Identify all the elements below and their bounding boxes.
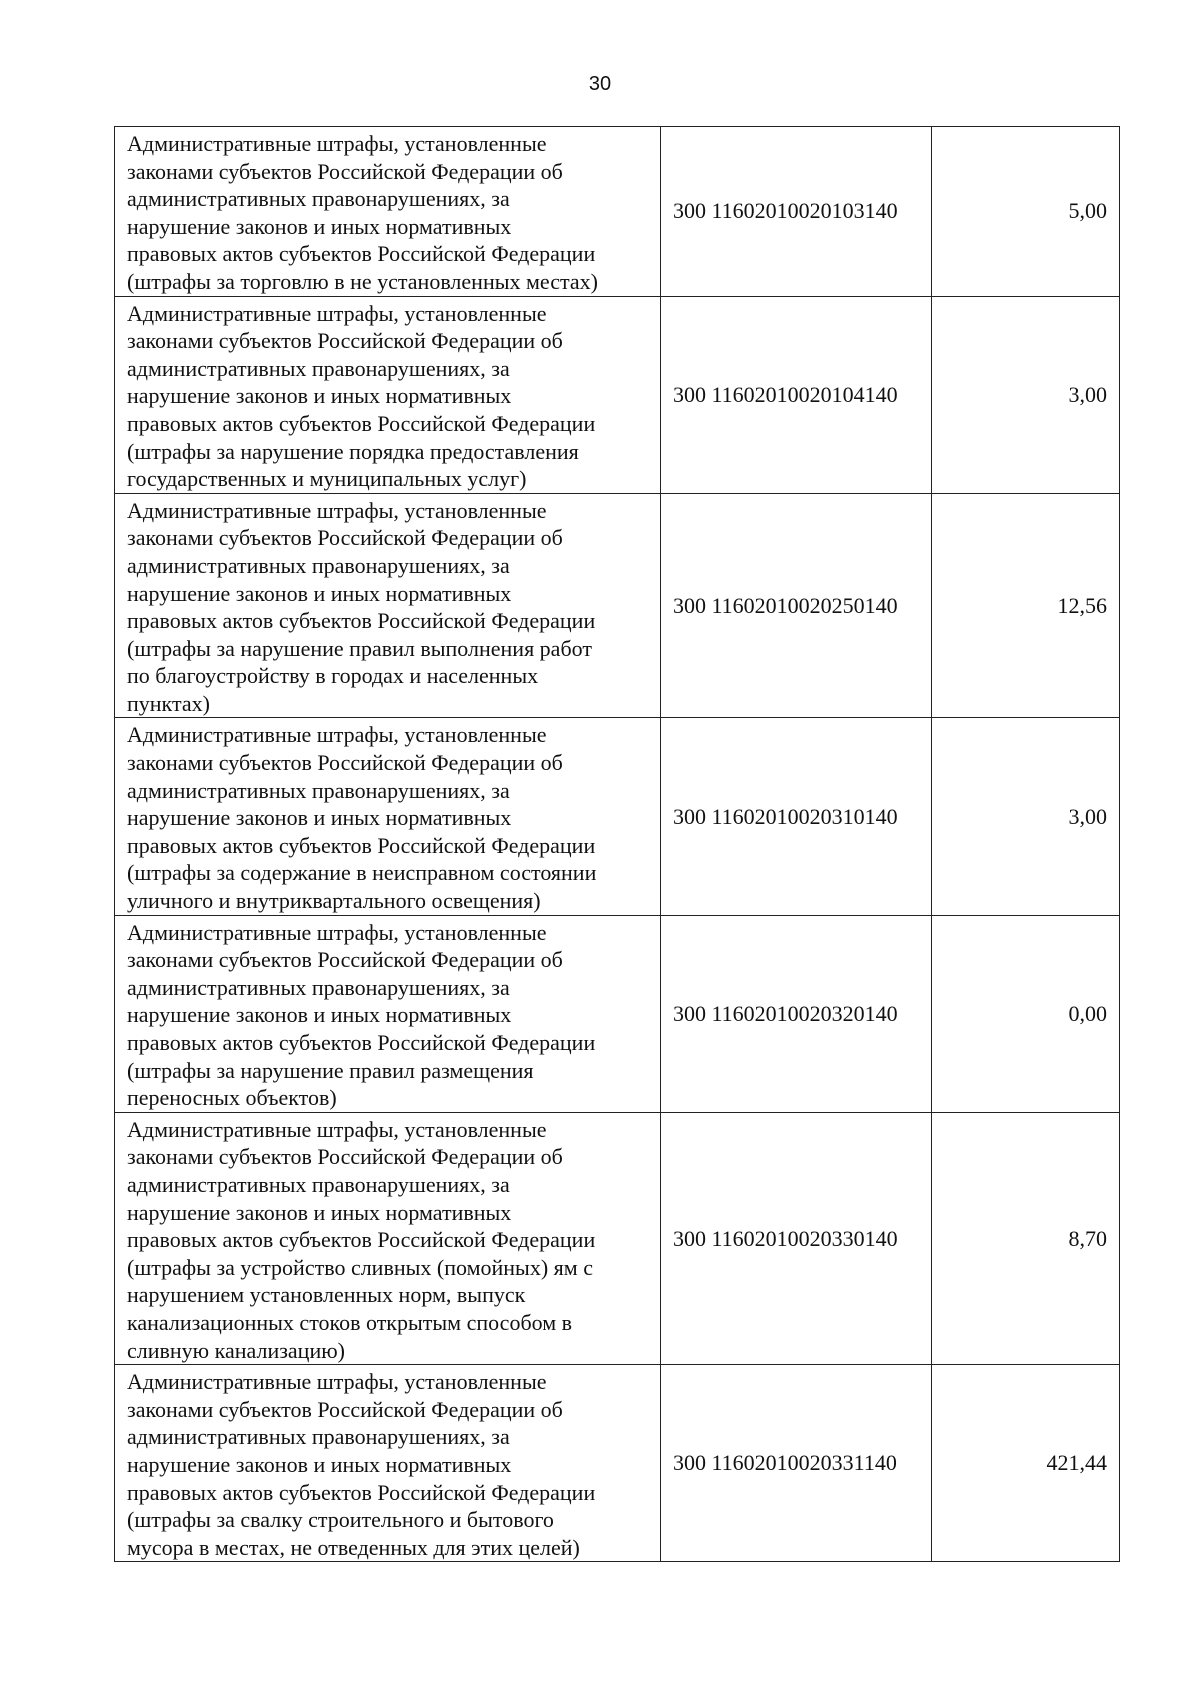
revenue-name-cell bbox=[115, 127, 661, 297]
budget-code-cell: 300 11602010020331140 bbox=[661, 1365, 932, 1562]
table-row bbox=[115, 1365, 1120, 1562]
table-row bbox=[115, 1112, 1120, 1364]
budget-code-cell: 300 11602010020320140 bbox=[661, 915, 932, 1112]
table-row bbox=[115, 718, 1120, 915]
budget-code-cell: 300 11602010020250140 bbox=[661, 493, 932, 718]
amount-cell: 3,00 bbox=[932, 296, 1120, 493]
revenue-name-cell bbox=[115, 493, 661, 718]
budget-code-cell: 300 11602010020104140 bbox=[661, 296, 932, 493]
revenue-name: Административные штрафы, установленные законами субъектов Российской Федерации об административных правонарушениях, за нарушение законов и иных нормативных правовых актов субъектов Российской Федерации (штрафы за нарушение порядка предоставления государственных и муниципальных услуг) bbox=[127, 300, 596, 492]
amount-cell: 8,70 bbox=[932, 1112, 1120, 1364]
revenue-name-cell bbox=[115, 718, 661, 915]
revenue-name: Административные штрафы, установленные законами субъектов Российской Федерации об административных правонарушениях, за нарушение законов и иных нормативных правовых актов субъектов Российской Федерации (штрафы за нарушение правил размещения переносных объектов) bbox=[127, 919, 596, 1111]
budget-code-cell: 300 11602010020103140 bbox=[661, 127, 932, 297]
revenue-table bbox=[114, 126, 1120, 1562]
table-row bbox=[115, 127, 1120, 297]
amount-cell: 5,00 bbox=[932, 127, 1120, 297]
amount-cell: 3,00 bbox=[932, 718, 1120, 915]
revenue-name: Административные штрафы, установленные законами субъектов Российской Федерации об административных правонарушениях, за нарушение законов и иных нормативных правовых актов субъектов Российской Федерации (штрафы за свалку строительного и бытового мусора в местах, не отведенных для этих целей) bbox=[127, 1369, 596, 1560]
revenue-name: Административные штрафы, установленные законами субъектов Российской Федерации об административных правонарушениях, за нарушение законов и иных нормативных правовых актов субъектов Российской Федерации (штрафы за содержание в неисправном состоянии уличного и внутриквартального освещения) bbox=[127, 722, 597, 914]
revenue-name: Административные штрафы, установленные законами субъектов Российской Федерации об административных правонарушениях, за нарушение законов и иных нормативных правовых актов субъектов Российской Федерации (штрафы за торговлю в не установленных местах) bbox=[127, 131, 598, 294]
budget-code-cell: 300 11602010020330140 bbox=[661, 1112, 932, 1364]
revenue-name-cell bbox=[115, 1365, 661, 1562]
table-row bbox=[115, 296, 1120, 493]
revenue-name: Административные штрафы, установленные законами субъектов Российской Федерации об административных правонарушениях, за нарушение законов и иных нормативных правовых актов субъектов Российской Федерации (штрафы за устройство сливных (помойных) ям с нарушением установленных норм, выпуск канализационных стоков открытым способом в сливную канализацию) bbox=[127, 1116, 596, 1363]
table-row bbox=[115, 915, 1120, 1112]
revenue-name-cell bbox=[115, 1112, 661, 1364]
budget-code-cell: 300 11602010020310140 bbox=[661, 718, 932, 915]
amount-cell: 421,44 bbox=[932, 1365, 1120, 1562]
revenue-name-cell bbox=[115, 296, 661, 493]
amount-cell: 0,00 bbox=[932, 915, 1120, 1112]
page-number: 30 bbox=[588, 73, 612, 95]
revenue-name-cell bbox=[115, 915, 661, 1112]
table-row bbox=[115, 493, 1120, 718]
amount-cell: 12,56 bbox=[932, 493, 1120, 718]
revenue-name: Административные штрафы, установленные законами субъектов Российской Федерации об административных правонарушениях, за нарушение законов и иных нормативных правовых актов субъектов Российской Федерации (штрафы за нарушение правил выполнения работ по благоустройству в городах и населенных пунктах) bbox=[127, 497, 596, 716]
